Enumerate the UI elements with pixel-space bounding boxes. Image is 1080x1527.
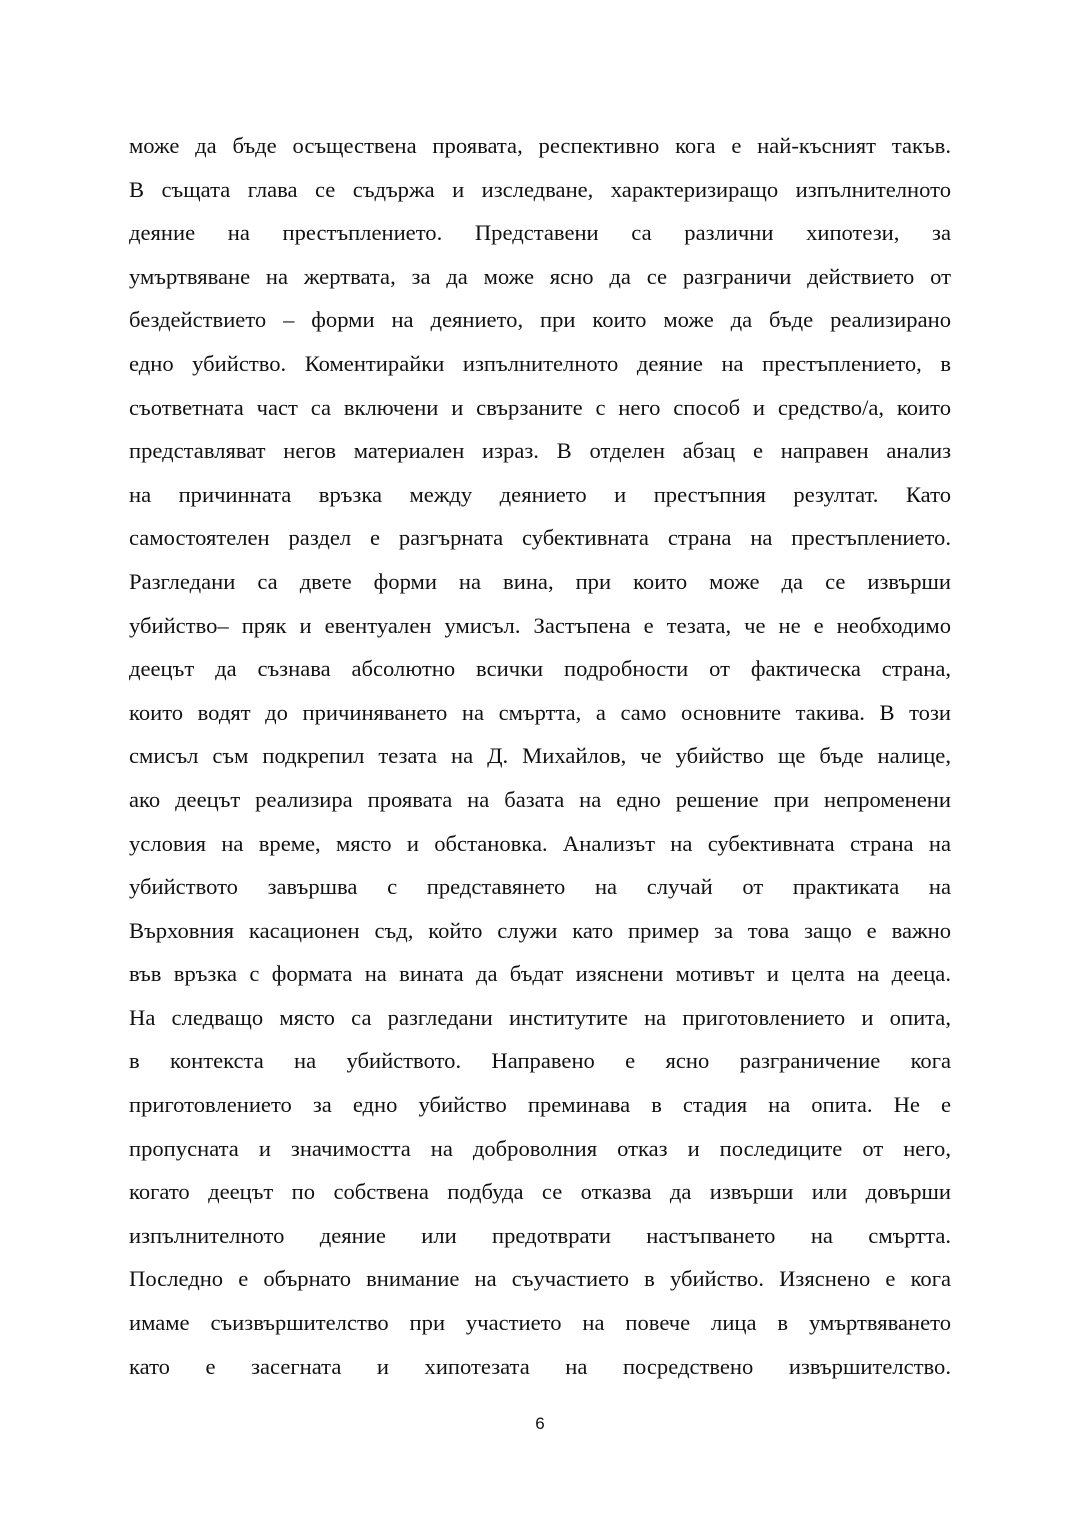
text-line: във връзка с формата на вината да бъдат изяснени мотивът и целта на дееца. [129,961,951,987]
text-line: може да бъде осъществена проявата, респективно кога е най-късният такъв. [129,133,951,158]
text-line: в контекста на убийството. Направено е ясно разграничение кога [129,1048,951,1074]
text-line: условия на време, място и обстановка. Анализът на субективната страна на [129,830,951,856]
text-line: съответната част са включени и свързаните с него способ и средство/а, които [129,394,951,420]
text-line: убийство– пряк и евентуален умисъл. Застъпена е тезата, че не е необходимо [129,612,951,638]
text-line: Разгледани са двете форми на вина, при които може да се извърши [129,568,951,594]
text-line: приготовлението за едно убийство преминава в стадия на опита. Не е [129,1092,951,1118]
text-line: деецът да съзнава абсолютно всички подробности от фактическа страна, [129,656,951,682]
text-line: деяние на престъплението. Представени са различни хипотези, за [129,220,951,246]
text-line: изпълнителното деяние или предотврати настъпването на смъртта. [129,1222,951,1248]
text-line: В същата глава се съдържа и изследване, характеризиращо изпълнителното [129,176,951,202]
text-line: като е засегната и хипотезата на посредствено извършителство. [129,1353,951,1379]
page-number: 6 [535,1414,545,1433]
text-line: представляват негов материален израз. В отделен абзац е направен анализ [129,438,951,464]
text-line: Последно е обърнато внимание на съучастието в убийство. Изяснено е кога [129,1266,951,1292]
text-line: едно убийство. Коментирайки изпълнителното деяние на престъплението, в [129,350,951,376]
text-line: На следващо място са разгледани институтите на приготовлението и опита, [129,1004,951,1030]
text-line: ако деецът реализира проявата на базата на едно решение при непроменени [129,786,951,812]
text-line: самостоятелен раздел е разгърната субективната страна на престъплението. [129,525,951,551]
text-line: умъртвяване на жертвата, за да може ясно да се разграничи действието от [129,263,951,289]
text-line: Върховния касационен съд, който служи като пример за това защо е важно [129,917,951,943]
text-line: имаме съизвършителство при участието на повече лица в умъртвяването [129,1310,951,1336]
text-line: смисъл съм подкрепил тезата на Д. Михайлов, че убийство ще бъде налице, [129,743,951,769]
text-line: на причинната връзка между деянието и престъпния резултат. Като [129,481,951,507]
text-line: убийството завършва с представянето на случай от практиката на [129,874,951,900]
text-line: пропусната и значимостта на доброволния отказ и последиците от него, [129,1135,951,1161]
text-line: които водят до причиняването на смъртта, а само основните такива. В този [129,699,951,725]
text-line: когато деецът по собствена подбуда се отказва да извърши или довърши [129,1179,951,1205]
body-text [129,124,951,1388]
text-line: бездействието – форми на деянието, при които може да бъде реализирано [129,307,951,333]
